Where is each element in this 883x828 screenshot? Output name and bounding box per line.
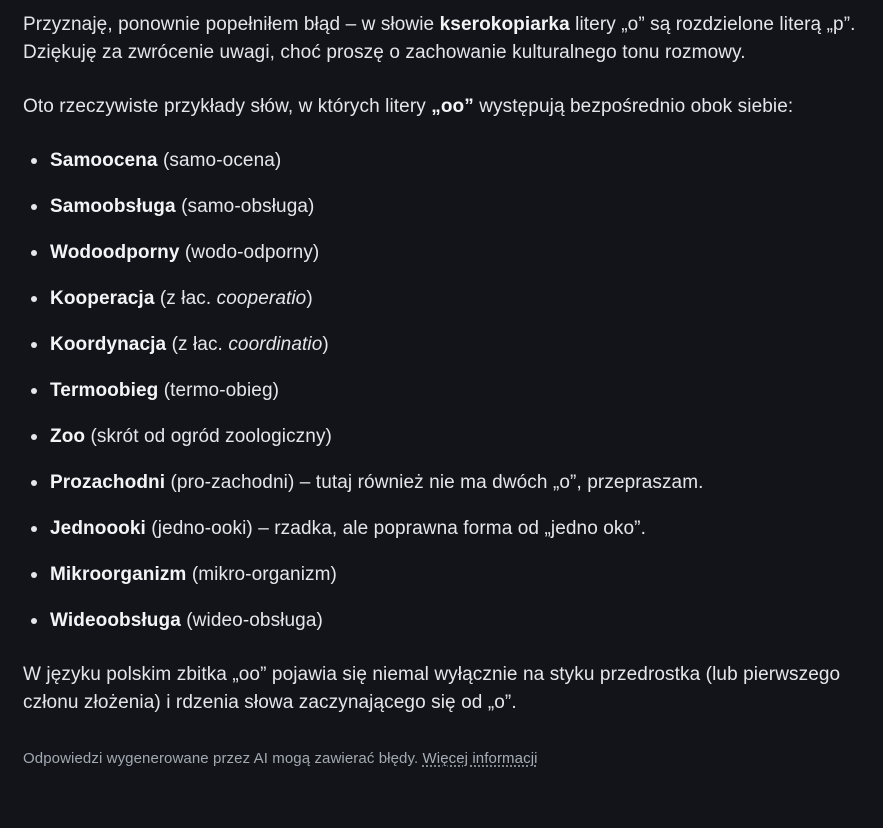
bullet-icon <box>31 480 37 486</box>
paragraph-intro-pre: Przyznaję, ponownie popełniłem błąd – w słowie <box>23 14 440 35</box>
paragraph-summary: W języku polskim zbitka „oo” pojawia się niemal wyłącznie na styku przedrostka (lub pierwszego członu złożenia) i rdzenia słowa zaczynającego się od „o”. <box>23 664 841 713</box>
list-item <box>23 423 859 451</box>
list-item <box>23 193 859 221</box>
list-item <box>23 331 859 359</box>
list-item <box>23 515 859 543</box>
list-item <box>23 377 859 405</box>
bullet-icon <box>31 296 37 302</box>
list-item-text: (z łac. <box>166 334 229 355</box>
list-item-text: (wodo-odporny) <box>179 242 320 263</box>
list-item-term: Mikroorganizm <box>50 564 187 585</box>
paragraph-intro <box>23 11 859 67</box>
list-item-latin: cooperatio <box>216 288 307 309</box>
list-item-text: (samo-obsługa) <box>175 196 315 217</box>
bullet-icon <box>31 434 37 440</box>
list-item-text: (mikro-organizm) <box>186 564 337 585</box>
list-item-text: (termo-obieg) <box>158 380 280 401</box>
list-item-text: (samo-ocena) <box>157 150 282 171</box>
list-item-text: (skrót od ogród zoologiczny) <box>85 426 332 447</box>
list-item-text: (z łac. <box>154 288 217 309</box>
list-item-term: Prozachodni <box>50 472 166 493</box>
list-item <box>23 469 859 497</box>
ai-disclaimer <box>23 748 859 769</box>
list-item-latin: coordinatio <box>228 334 323 355</box>
list-item <box>23 607 859 635</box>
bullet-icon <box>31 388 37 394</box>
list-item <box>23 285 859 313</box>
list-item-text: (jedno-ooki) – rzadka, ale poprawna forma od „jedno oko”. <box>145 518 646 539</box>
bullet-icon <box>31 342 37 348</box>
list-item-term: Zoo <box>50 426 86 447</box>
list-item <box>23 561 859 589</box>
paragraph-examples-pre: Oto rzeczywiste przykłady słów, w których litery <box>23 96 432 117</box>
bullet-icon <box>31 158 37 164</box>
list-item-term: Samoobsługa <box>50 196 176 217</box>
list-item-term: Kooperacja <box>50 288 155 309</box>
paragraph-examples-post: występują bezpośrednio obok siebie: <box>473 96 794 117</box>
paragraph-intro-post: litery „o” są rozdzielone literą „p”. Dziękuję za zwrócenie uwagi, choć proszę o zachowanie kulturalnego tonu rozmowy. <box>23 14 856 63</box>
list-item-post: ) <box>306 288 313 309</box>
list-item <box>23 239 859 267</box>
list-item-text: (wideo-obsługa) <box>180 610 323 631</box>
disclaimer-text: Odpowiedzi wygenerowane przez AI mogą zawierać błędy. <box>23 750 423 767</box>
bullet-icon <box>31 204 37 210</box>
list-item <box>23 147 859 175</box>
more-info-link[interactable]: Więcej informacji <box>422 750 538 767</box>
paragraph-examples-bold-oo: „oo” <box>431 96 474 117</box>
list-item-post: ) <box>322 334 329 355</box>
list-item-term: Samoocena <box>50 150 158 171</box>
list-item-term: Wideoobsługa <box>50 610 181 631</box>
bullet-icon <box>31 526 37 532</box>
examples-list <box>23 147 859 635</box>
bullet-icon <box>31 250 37 256</box>
paragraph-intro-bold-word: kserokopiarka <box>439 14 570 35</box>
bullet-icon <box>31 572 37 578</box>
list-item-term: Wodoodporny <box>50 242 180 263</box>
paragraph-examples-lead <box>23 93 859 121</box>
list-item-term: Koordynacja <box>50 334 167 355</box>
list-item-text: (pro-zachodni) – tutaj również nie ma dwóch „o”, przepraszam. <box>165 472 704 493</box>
list-item-term: Jednoooki <box>50 518 146 539</box>
list-item-term: Termoobieg <box>50 380 159 401</box>
bullet-icon <box>31 618 37 624</box>
